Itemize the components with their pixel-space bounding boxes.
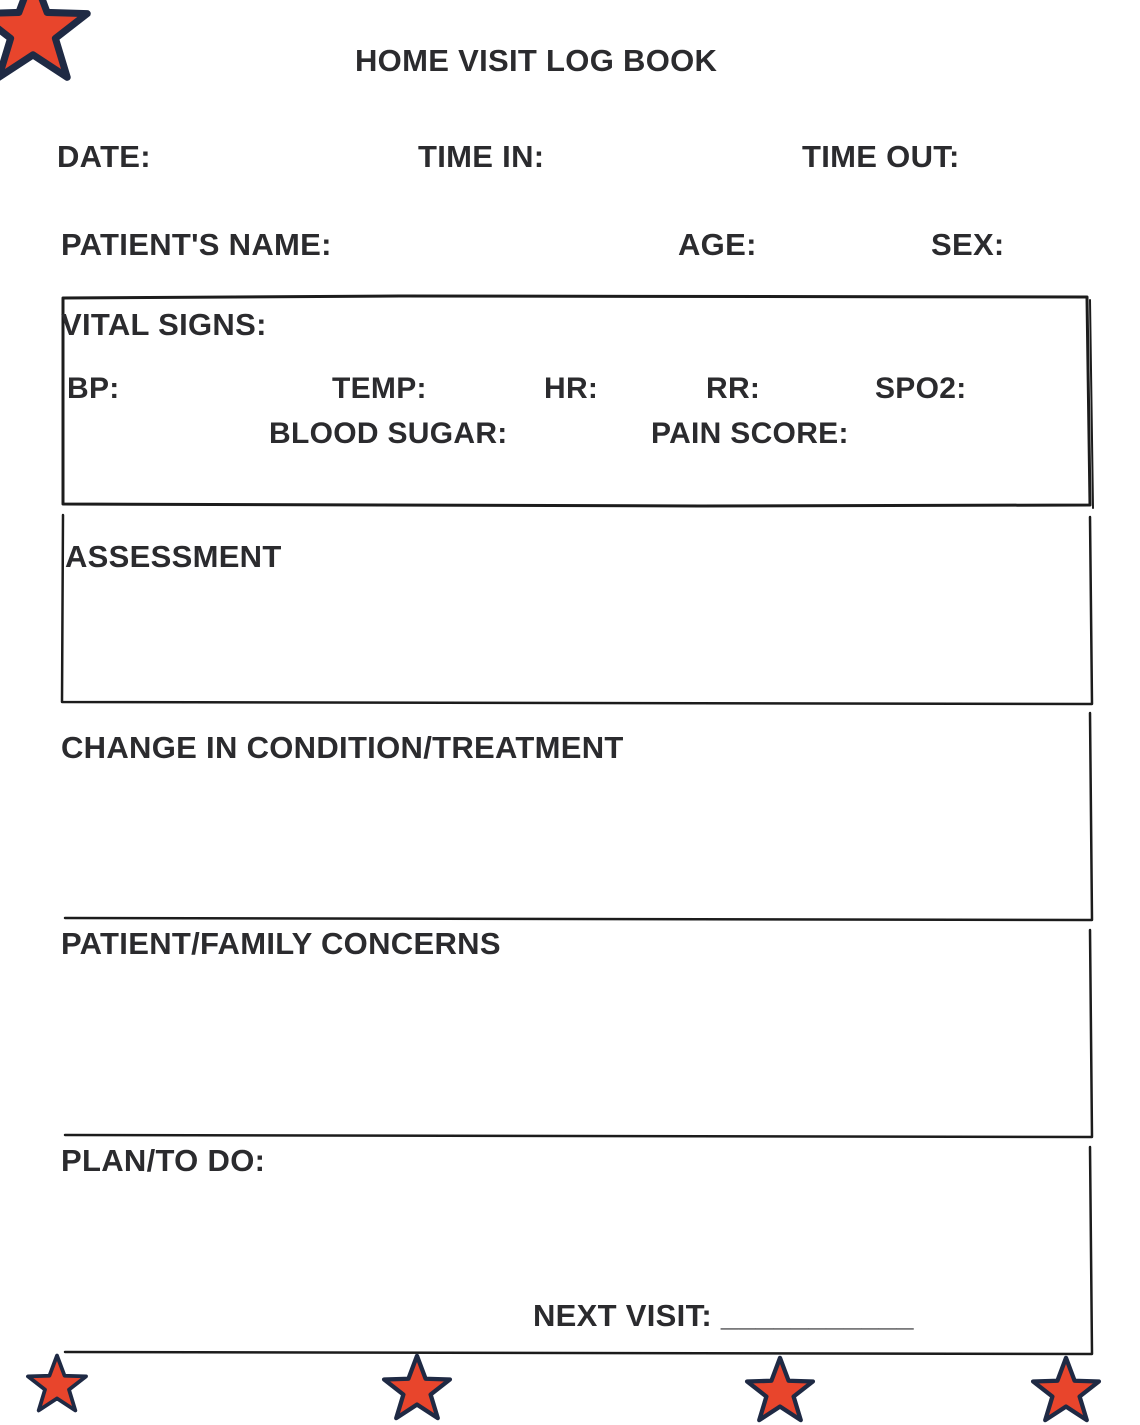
assessment-heading: ASSESSMENT	[65, 539, 282, 574]
page-title: HOME VISIT LOG BOOK	[355, 43, 718, 78]
pain-score-label: PAIN SCORE:	[651, 417, 849, 450]
star-icon	[0, 0, 94, 82]
concerns-box	[65, 930, 1092, 1137]
age-label: AGE:	[678, 227, 757, 262]
temp-label: TEMP:	[332, 372, 427, 405]
star-icon	[25, 1353, 89, 1413]
rr-label: RR:	[706, 372, 761, 405]
bp-label: BP:	[67, 372, 120, 405]
spo2-label: SPO2:	[875, 372, 967, 405]
star-icon	[744, 1355, 816, 1423]
patient-name-label: PATIENT'S NAME:	[61, 227, 332, 262]
patient-family-concerns-heading: PATIENT/FAMILY CONCERNS	[61, 926, 501, 961]
change-in-condition-heading: CHANGE IN CONDITION/TREATMENT	[61, 730, 624, 765]
blood-sugar-label: BLOOD SUGAR:	[269, 417, 508, 450]
plan-to-do-heading: PLAN/TO DO:	[61, 1143, 266, 1178]
next-visit-label: NEXT VISIT: ___________	[533, 1298, 914, 1333]
star-icon	[1030, 1355, 1102, 1423]
time-out-label: TIME OUT:	[802, 139, 960, 174]
date-label: DATE:	[57, 139, 151, 174]
time-in-label: TIME IN:	[418, 139, 545, 174]
vital-signs-heading: VITAL SIGNS:	[61, 307, 267, 342]
star-icon	[381, 1353, 453, 1421]
hr-label: HR:	[544, 372, 599, 405]
sex-label: SEX:	[931, 227, 1005, 262]
